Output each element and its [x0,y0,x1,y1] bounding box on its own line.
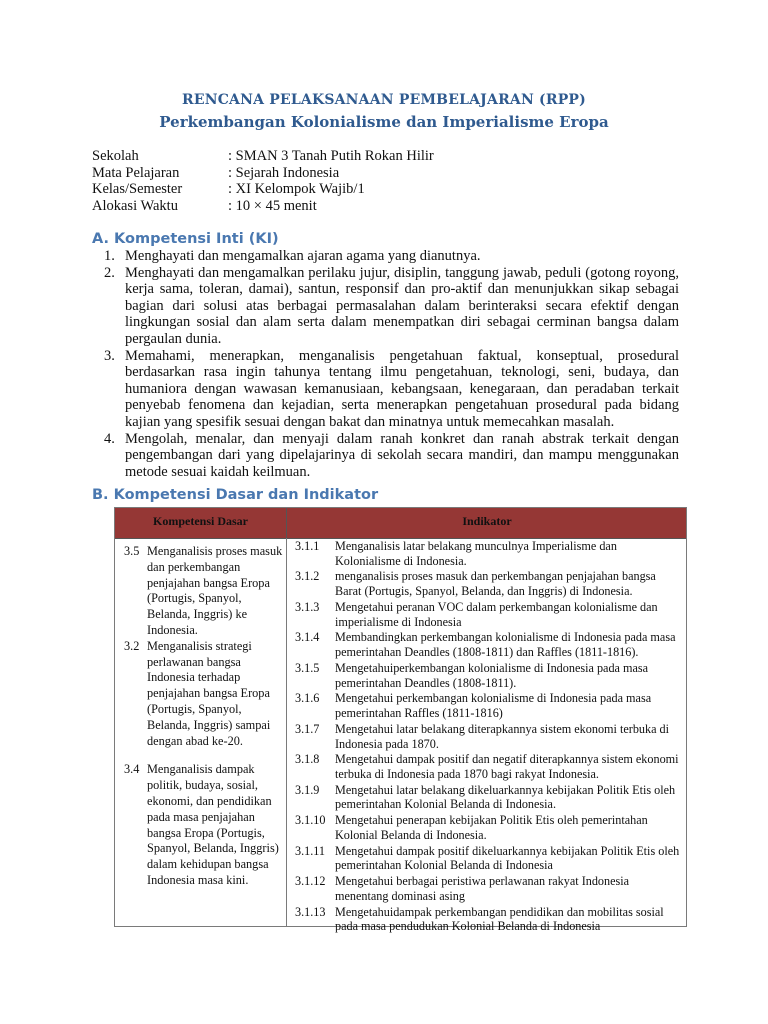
indikator-text: menganalisis proses masuk dan perkembangan penjajahan bangsa Barat (Portugis, Spanyol, Belanda, dan Inggris) di Indonesia. [335,569,656,599]
indikator-number: 3.1.8 [295,752,320,767]
kd-number: 3.4 [124,762,140,777]
indikator-text: Mengetahui dampak positif dikeluarkannya kebijakan Politik Etis oleh pemerintahan Kolonial Belanda di Indonesia [335,843,680,873]
list-item [104,431,679,481]
indikator-number: 3.1.7 [295,721,320,736]
table-header [115,508,686,539]
meta-value: : XI Kelompok Wajib/1 [228,181,365,197]
meta-row [92,165,434,182]
document-subtitle: Perkembangan Kolonialisme dan Imperialisme Eropa [159,113,609,131]
list-text: Menghayati dan mengamalkan perilaku jujur, disiplin, tanggung jawab, peduli (gotong royong, kerja sama, toleran, damai), santun, responsif dan pro-aktif dan menunjukkan sikap sebagai bagian dari solusi atas berbagai permasalahan dalam berinteraksi secara efektif dengan lingkungan sosial dan alam serta dalam menempatkan diri sebagai cerminan bangsa dalam pergaulan dunia. [125,264,679,347]
indikator-number: 3.1.10 [295,813,326,828]
kd-text: Menganalisis strategi perlawanan bangsa Indonesia terhadap penjajahan bangsa Eropa (Portugis, Spanyol, Belanda, Inggris) sampai dengan abad ke-20. [147,638,271,748]
meta-value: : 10 × 45 menit [228,197,317,214]
indikator-text: Menganalisis latar belakang munculnya Imperialisme dan Kolonialisme di Indonesia. [335,539,617,568]
indikator-item [295,783,685,812]
meta-value: : Sejarah Indonesia [228,164,340,181]
list-item [104,265,679,348]
indikator-item [295,691,685,720]
kd-text: Menganalisis proses masuk dan perkembangan penjajahan bangsa Eropa (Portugis, Spanyol, Belanda, Inggris) ke Indonesia. [147,544,283,637]
indikator-item [295,569,685,598]
kd-number: 3.2 [124,638,140,653]
list-number: 3. [104,347,115,364]
kd-number: 3.5 [124,544,140,558]
section-a-heading: A. Kompetensi Inti (KI) [92,231,279,247]
kd-item [124,544,284,639]
indikator-number: 3.1.5 [295,660,320,675]
indikator-item [295,630,685,659]
indikator-item [295,752,685,781]
indikator-text: Mengetahui penerapan kebijakan Politik Etis oleh pemerintahan Kolonial Belanda di Indonesia. [335,813,648,842]
kompetensi-inti-list [104,248,679,480]
indikator-number: 3.1.9 [295,782,320,797]
column-header-indikator: Indikator [462,514,512,528]
list-item [104,348,679,431]
indikator-number: 3.1.1 [295,539,320,553]
indikator-text: Mengetahui latar belakang dikeluarkannya kebijakan Politik Etis oleh pemerintahan Kolonial Belanda di Indonesia. [335,782,676,812]
meta-row [92,148,434,165]
kd-item [124,762,284,888]
list-text: Mengolah, menalar, dan menyaji dalam ranah konkret dan ranah abstrak terkait dengan pengembangan dari yang dipelajarinya di sekolah secara mandiri, dan mampu menggunakan metode sesuai kaidah keilmuan. [125,430,679,480]
indikator-number: 3.1.13 [295,904,326,919]
indikator-number: 3.1.6 [295,691,320,706]
indikator-item [295,905,685,934]
indikator-item [295,813,685,842]
indikator-text: Mengetahui perkembangan kolonialisme di Indonesia pada masa pemerintahan Raffles (1811-1816) [335,691,652,721]
list-number: 4. [104,430,115,447]
indikator-cell [295,539,685,935]
list-number: 2. [104,264,115,281]
indikator-text: Mengetahui latar belakang diterapkannya sistem ekonomi terbuka di Indonesia pada 1870. [335,721,670,751]
indikator-text: Mengetahuidampak perkembangan pendidikan dan mobilitas sosial pada masa pendudukan Kolonial Belanda di Indonesia [335,904,664,934]
meta-row [92,181,434,198]
meta-value: : SMAN 3 Tanah Putih Rokan Hilir [228,148,434,164]
list-item [104,248,679,265]
column-divider [286,538,287,927]
meta-label: Mata Pelajaran [92,164,180,181]
list-text: Memahami, menerapkan, menganalisis pengetahuan faktual, konseptual, prosedural berdasarkan rasa ingin tahunya tentang ilmu pengetahuan, teknologi, seni, budaya, dan humaniora dengan wawasan kemanusiaan, kebangsaan, kenegaraan, dan peradaban terkait penyebab fenomena dan kejadian, serta menerapkan pengetahuan prosedural pada bidang kajian yang spesifik sesuai dengan bakat dan minatnya untuk memecahkan masalah. [125,347,679,430]
list-number: 1. [104,248,115,264]
column-header-kd: Kompetensi Dasar [115,508,287,538]
document-title: RENCANA PELAKSANAAN PEMBELAJARAN (RPP) [182,92,586,108]
section-b-heading: B. Kompetensi Dasar dan Indikator [92,487,379,503]
kd-indikator-table [114,507,687,934]
indikator-text: Mengetahui berbagai peristiwa perlawanan rakyat Indonesia menentang dominasi asing [335,874,630,903]
kd-text: Menganalisis dampak politik, budaya, sosial, ekonomi, dan pendidikan pada masa penjajahan bangsa Eropa (Portugis, Spanyol, Belanda, Inggris) dalam kehidupan bangsa Indonesia masa kini. [147,762,279,887]
indikator-number: 3.1.12 [295,874,326,889]
kompetensi-dasar-cell [124,544,284,889]
indikator-number: 3.1.11 [295,843,326,858]
meta-label: Alokasi Waktu [92,197,178,214]
indikator-text: Mengetahuiperkembangan kolonialisme di Indonesia pada masa pemerintahan Deandles (1808-1811). [335,660,649,690]
indikator-text: Membandingkan perkembangan kolonialisme di Indonesia pada masa pemerintahan Deandles (1808-1811) dan Raffles (1811-1816). [335,630,676,660]
identity-block [92,148,434,214]
meta-row [92,198,434,215]
list-text: Menghayati dan mengamalkan ajaran agama yang dianutnya. [125,248,481,264]
indikator-number: 3.1.4 [295,630,320,645]
indikator-item [295,874,685,903]
indikator-number: 3.1.2 [295,569,320,584]
indikator-item [295,661,685,690]
meta-label: Kelas/Semester [92,181,183,197]
indikator-item [295,722,685,751]
indikator-text: Mengetahui dampak positif dan negatif diterapkannya sistem ekonomi terbuka di Indonesia pada 1870 bagi rakyat Indonesia. [335,752,679,781]
kd-item [124,639,284,750]
indikator-item [295,539,685,568]
indikator-item [295,844,685,873]
indikator-number: 3.1.3 [295,599,320,614]
meta-label: Sekolah [92,148,139,164]
indikator-item [295,600,685,629]
indikator-text: Mengetahui peranan VOC dalam perkembangan kolonialisme dan imperialisme di Indonesia [335,599,658,629]
